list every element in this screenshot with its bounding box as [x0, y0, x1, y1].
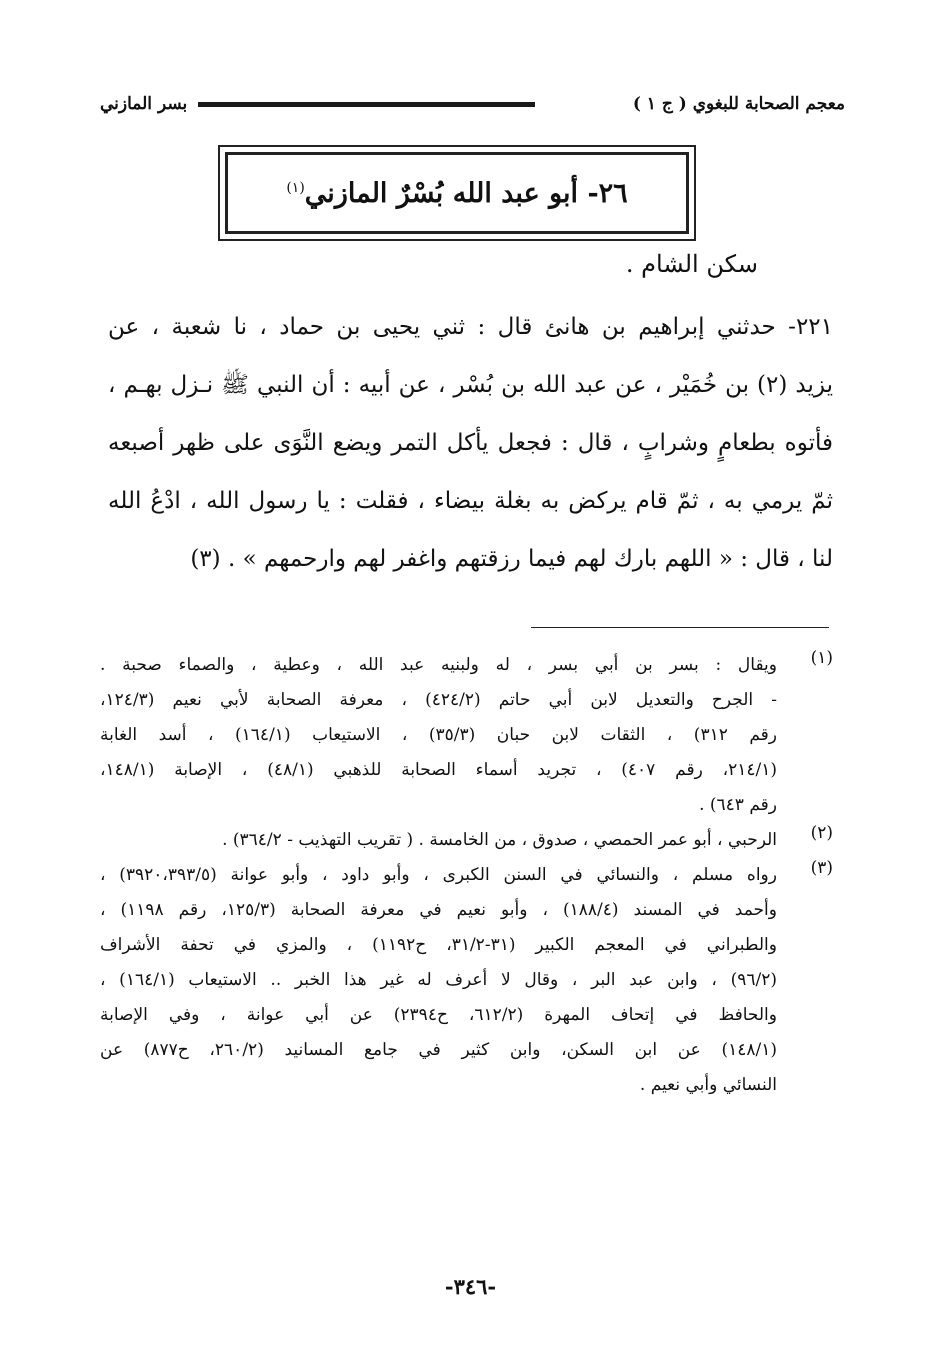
footnote-line: النسائي وأبي نعيم .	[639, 1075, 777, 1095]
hadith-line: ثمّ يرمي به ، ثمّ قام يركض به بغلة بيضاء ، فقلت : يا رسول الله ، ادْعُ الله	[108, 488, 833, 514]
footnote-line: رواه مسلم ، والنسائي في السنن الكبرى ، وأبو داود ، وأبو عوانة (٣٩٢٠،٣٩٣/٥) ،	[100, 865, 777, 885]
header-book-title: معجم الصحابة للبغوي ( ج ١ )	[632, 94, 845, 114]
footnote-1	[100, 648, 833, 823]
footnote-line: - الجرح والتعديل لابن أبي حاتم (٤٢٤/٢) ، معرفة الصحابة لأبي نعيم (١٢٤/٣،	[100, 690, 777, 710]
footnotes	[100, 648, 833, 1103]
footnote-number: (١)	[810, 648, 833, 668]
footnote-line: (٩٦/٢) ، وابن عبد البر ، وقال لا أعرف له غير هذا الخبر .. الاستيعاب (١٦٤/١) ،	[100, 970, 777, 990]
entry-title	[286, 178, 627, 209]
footnote-line: الرحبي ، أبو عمر الحمصي ، صدوق ، من الخامسة . ( تقريب التهذيب - ٣٦٤/٢) .	[222, 830, 777, 850]
entry-title-inner-frame	[225, 152, 689, 234]
footnote-line: رقم ٣١٢) ، الثقات لابن حبان (٣٥/٣) ، الاستيعاب (١٦٤/١) ، أسد الغابة	[100, 725, 777, 745]
running-header	[100, 92, 845, 122]
footnote-line: (١٤٨/١) عن ابن السكن، وابن كثير في جامع المسانيد (٢٦٠/٢، ح٨٧٧) عن	[100, 1040, 777, 1060]
footnote-line: (٢١٤/١، رقم ٤٠٧) ، تجريد أسماء الصحابة للذهبي (٤٨/١) ، الإصابة (١٤٨/١،	[100, 760, 777, 780]
hadith-line: فأتوه بطعامٍ وشرابٍ ، قال : فجعل يأكل التمر ويضع النَّوَى على ظهر أصبعه	[108, 430, 833, 456]
footnote-3	[100, 858, 833, 1103]
footnote-line: والطبراني في المعجم الكبير (٣١-٣١/٢، ح١١٩٢) ، والمزي في تحفة الأشراف	[100, 935, 777, 955]
hadith-line: يزيد (٢) بن خُمَيْر ، عن عبد الله بن بُسْر ، عن أبيه : أن النبي ﷺ نـزل بهـم ،	[108, 372, 833, 398]
entry-location: سكن الشام .	[625, 250, 758, 278]
footnote-number: (٢)	[810, 823, 833, 843]
entry-title-text: ٢٦- أبو عبد الله بُسْرٌ المازني	[304, 177, 628, 209]
header-rule	[198, 102, 535, 107]
footnote-line: وأحمد في المسند (١٨٨/٤) ، وأبو نعيم في معرفة الصحابة (١٢٥/٣، رقم ١١٩٨) ،	[100, 900, 777, 920]
footnote-line: والحافظ في إتحاف المهرة (٦١٢/٢، ح٢٣٩٤) عن أبي عوانة ، وفي الإصابة	[100, 1005, 777, 1025]
footnote-line: ويقال : بسر بن أبي بسر ، له ولبنيه عبد الله ، وعطية ، والصماء صحبة .	[100, 655, 777, 675]
header-entry-name: بسر المازني	[100, 94, 188, 114]
hadith-line: ٢٢١- حدثني إبراهيم بن هانئ قال : ثني يحيى بن حماد ، نا شعبة ، عن	[108, 314, 833, 340]
entry-title-footnote-ref: (١)	[286, 179, 305, 196]
footnote-separator	[531, 627, 829, 628]
footnote-number: (٣)	[810, 858, 833, 878]
page-number: -٣٤٦-	[444, 1274, 497, 1299]
footnote-2	[100, 823, 833, 858]
hadith-text	[108, 298, 833, 588]
footnote-line: رقم ٦٤٣) .	[699, 795, 777, 815]
entry-title-box	[218, 145, 696, 241]
hadith-line: لنا ، قال : « اللهم بارك لهم فيما رزقتهم واغفر لهم وارحمهم » . (٣)	[190, 546, 833, 572]
